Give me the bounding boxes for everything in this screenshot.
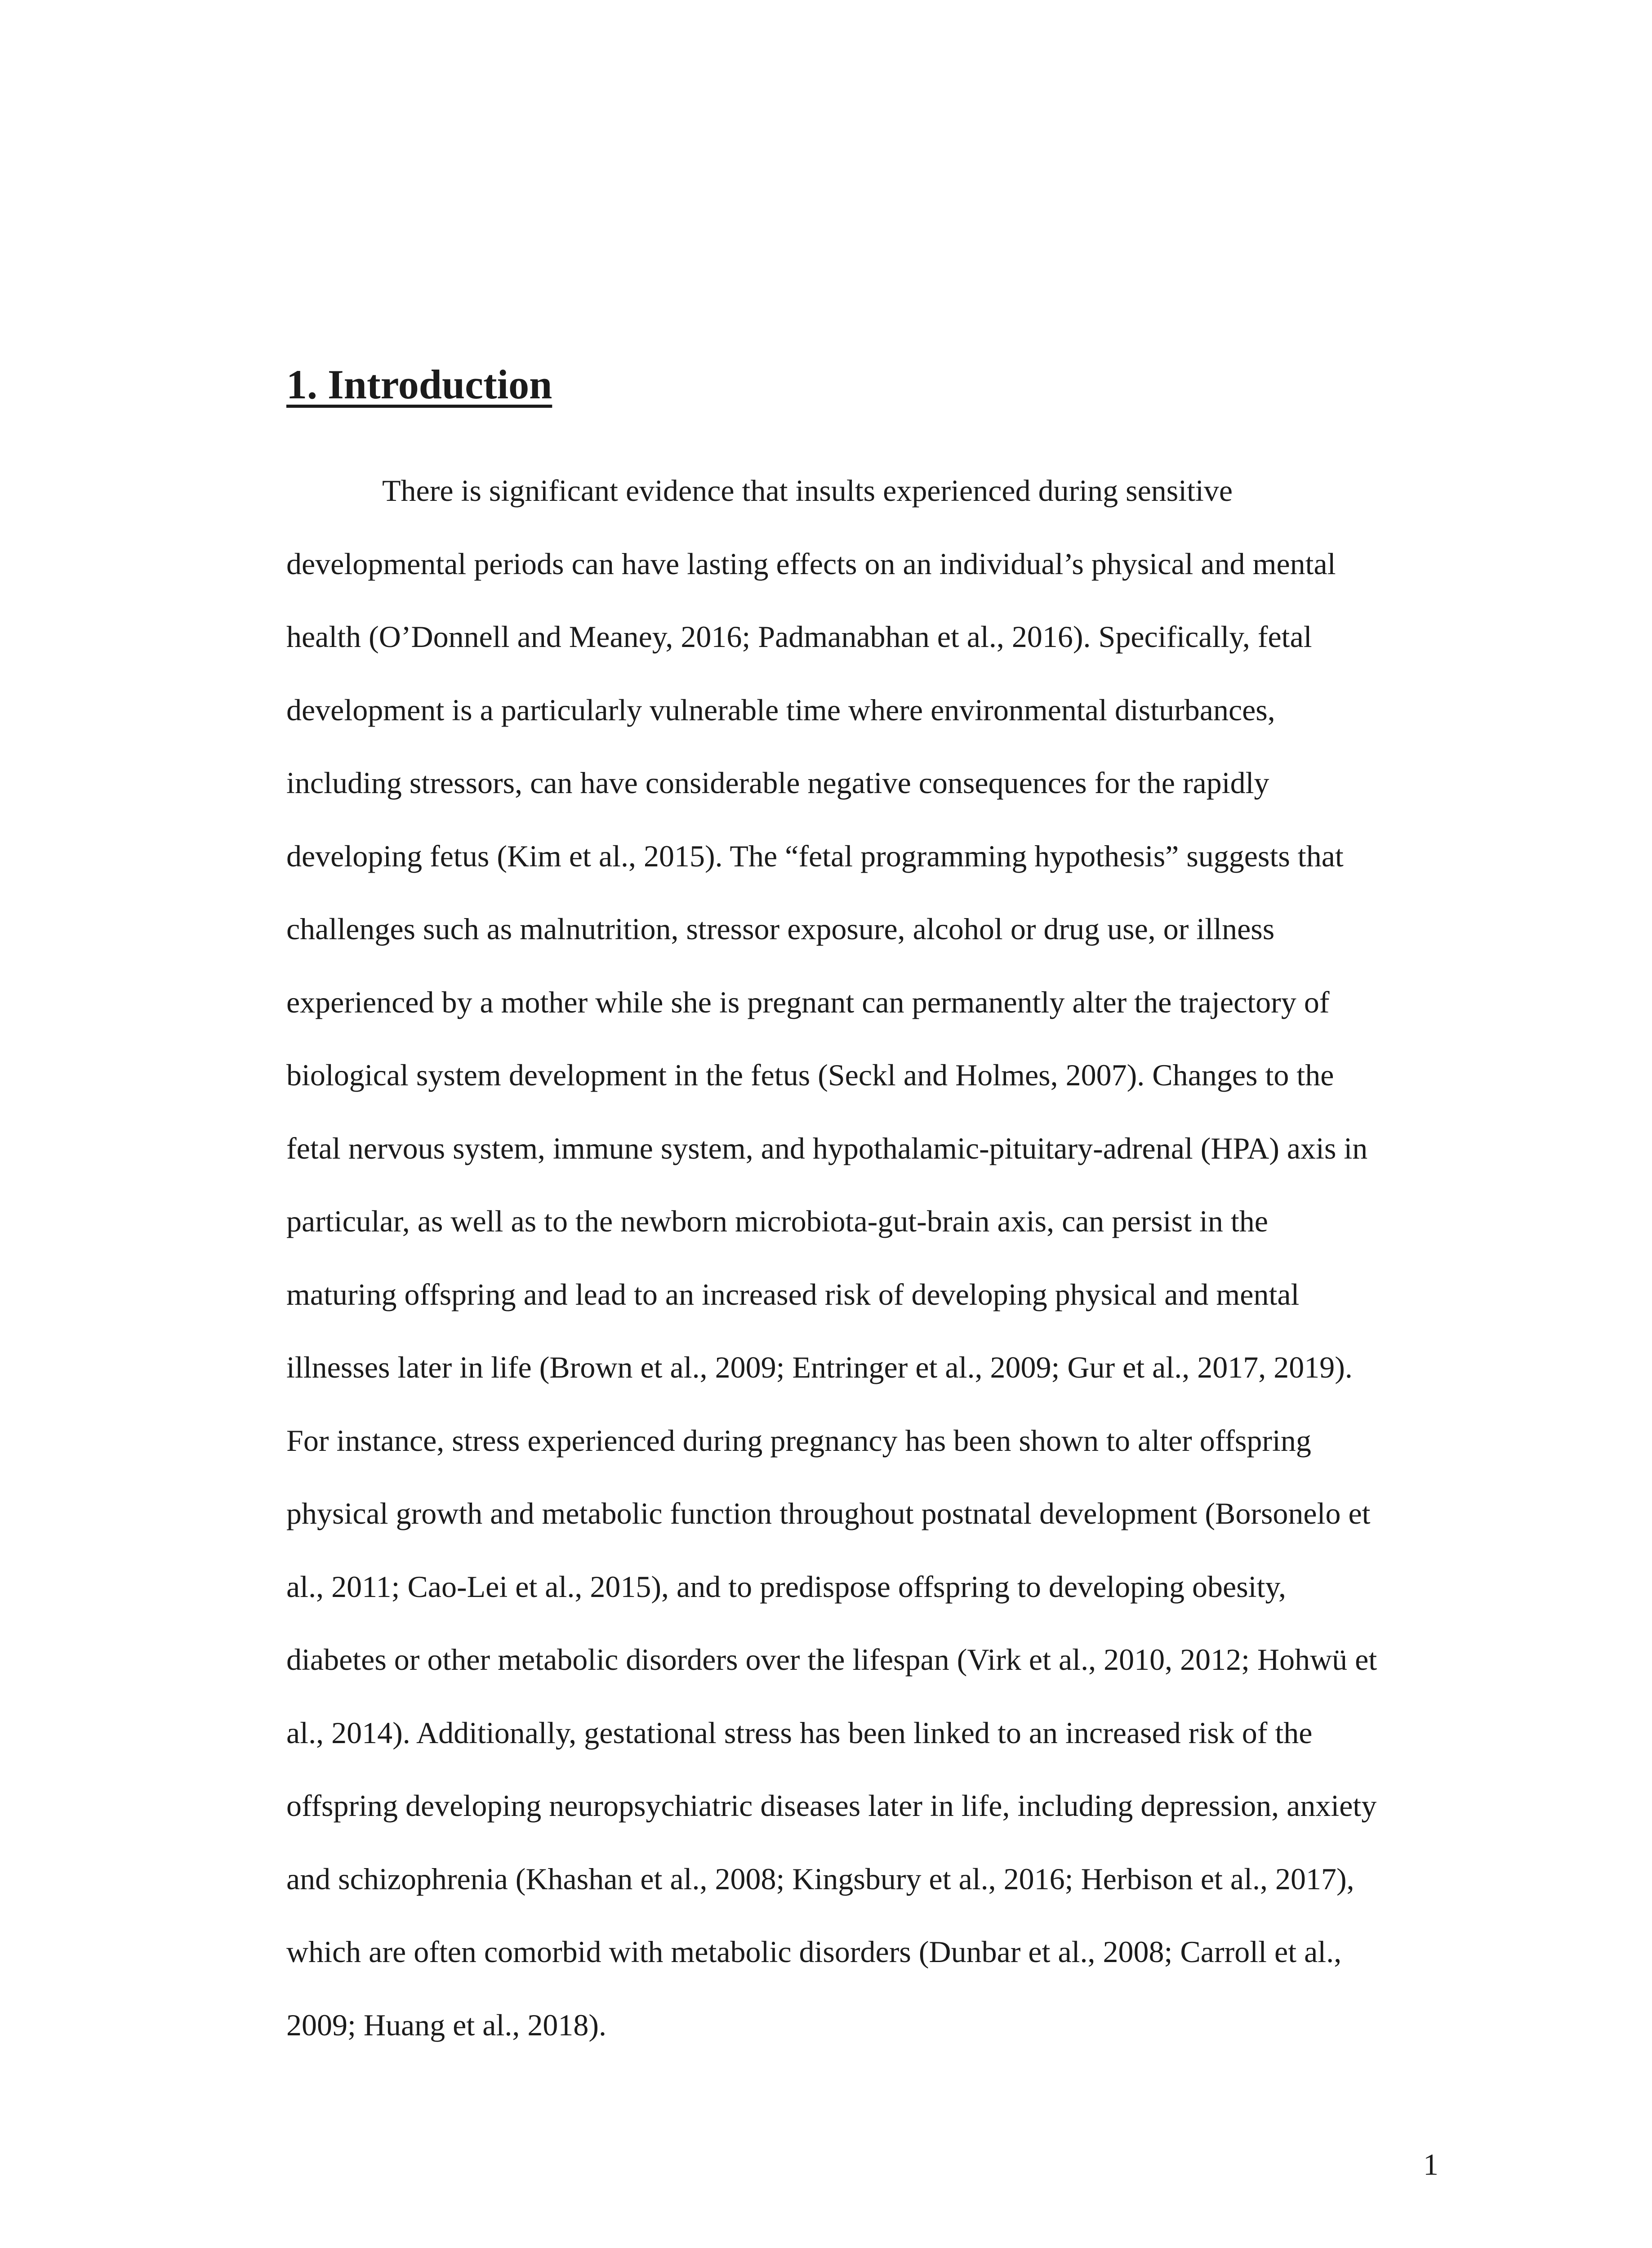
page-number: 1	[1423, 2147, 1438, 2181]
paragraph-line: al., 2014). Additionally, gestational stress has been linked to an increased risk of the	[286, 1715, 1313, 1750]
paragraph-line: illnesses later in life (Brown et al., 2009; Entringer et al., 2009; Gur et al., 2017, 2019).	[286, 1350, 1353, 1384]
section-heading: 1. Introduction	[286, 361, 552, 407]
introduction-paragraph	[286, 454, 1437, 2061]
paragraph-line: challenges such as malnutrition, stressor exposure, alcohol or drug use, or illness	[286, 912, 1275, 946]
paragraph-line: health (O’Donnell and Meaney, 2016; Padmanabhan et al., 2016). Specifically, fetal	[286, 620, 1312, 654]
paragraph-line: developmental periods can have lasting effects on an individual’s physical and mental	[286, 546, 1336, 581]
paragraph-line: For instance, stress experienced during pregnancy has been shown to alter offspring	[286, 1423, 1311, 1458]
paragraph-line: and schizophrenia (Khashan et al., 2008; Kingsbury et al., 2016; Herbison et al., 2017),	[286, 1861, 1354, 1896]
paragraph-line: diabetes or other metabolic disorders over the lifespan (Virk et al., 2010, 2012; Hohwü et	[286, 1642, 1377, 1677]
paragraph-line: maturing offspring and lead to an increased risk of developing physical and mental	[286, 1277, 1300, 1311]
paragraph-line: physical growth and metabolic function throughout postnatal development (Borsonelo et	[286, 1496, 1371, 1530]
paragraph-line: development is a particularly vulnerable time where environmental disturbances,	[286, 692, 1275, 727]
paragraph-line: experienced by a mother while she is pregnant can permanently alter the trajectory of	[286, 985, 1330, 1019]
paragraph-line: al., 2011; Cao-Lei et al., 2015), and to predispose offspring to developing obesity,	[286, 1569, 1287, 1604]
paragraph-line: developing fetus (Kim et al., 2015). The “fetal programming hypothesis” suggests that	[286, 839, 1344, 873]
paragraph-line: There is significant evidence that insults experienced during sensitive	[382, 473, 1233, 508]
paragraph-line: particular, as well as to the newborn microbiota-gut-brain axis, can persist in the	[286, 1204, 1268, 1238]
paragraph-line: which are often comorbid with metabolic disorders (Dunbar et al., 2008; Carroll et al.,	[286, 1935, 1342, 1969]
paragraph-line: including stressors, can have considerable negative consequences for the rapidly	[286, 766, 1269, 800]
paragraph-line: offspring developing neuropsychiatric diseases later in life, including depression, anxiety	[286, 1789, 1377, 1823]
paragraph-line: 2009; Huang et al., 2018).	[286, 2007, 606, 2042]
paragraph-line: fetal nervous system, immune system, and hypothalamic-pituitary-adrenal (HPA) axis in	[286, 1131, 1368, 1165]
paragraph-line: biological system development in the fetus (Seckl and Holmes, 2007). Changes to the	[286, 1058, 1334, 1092]
